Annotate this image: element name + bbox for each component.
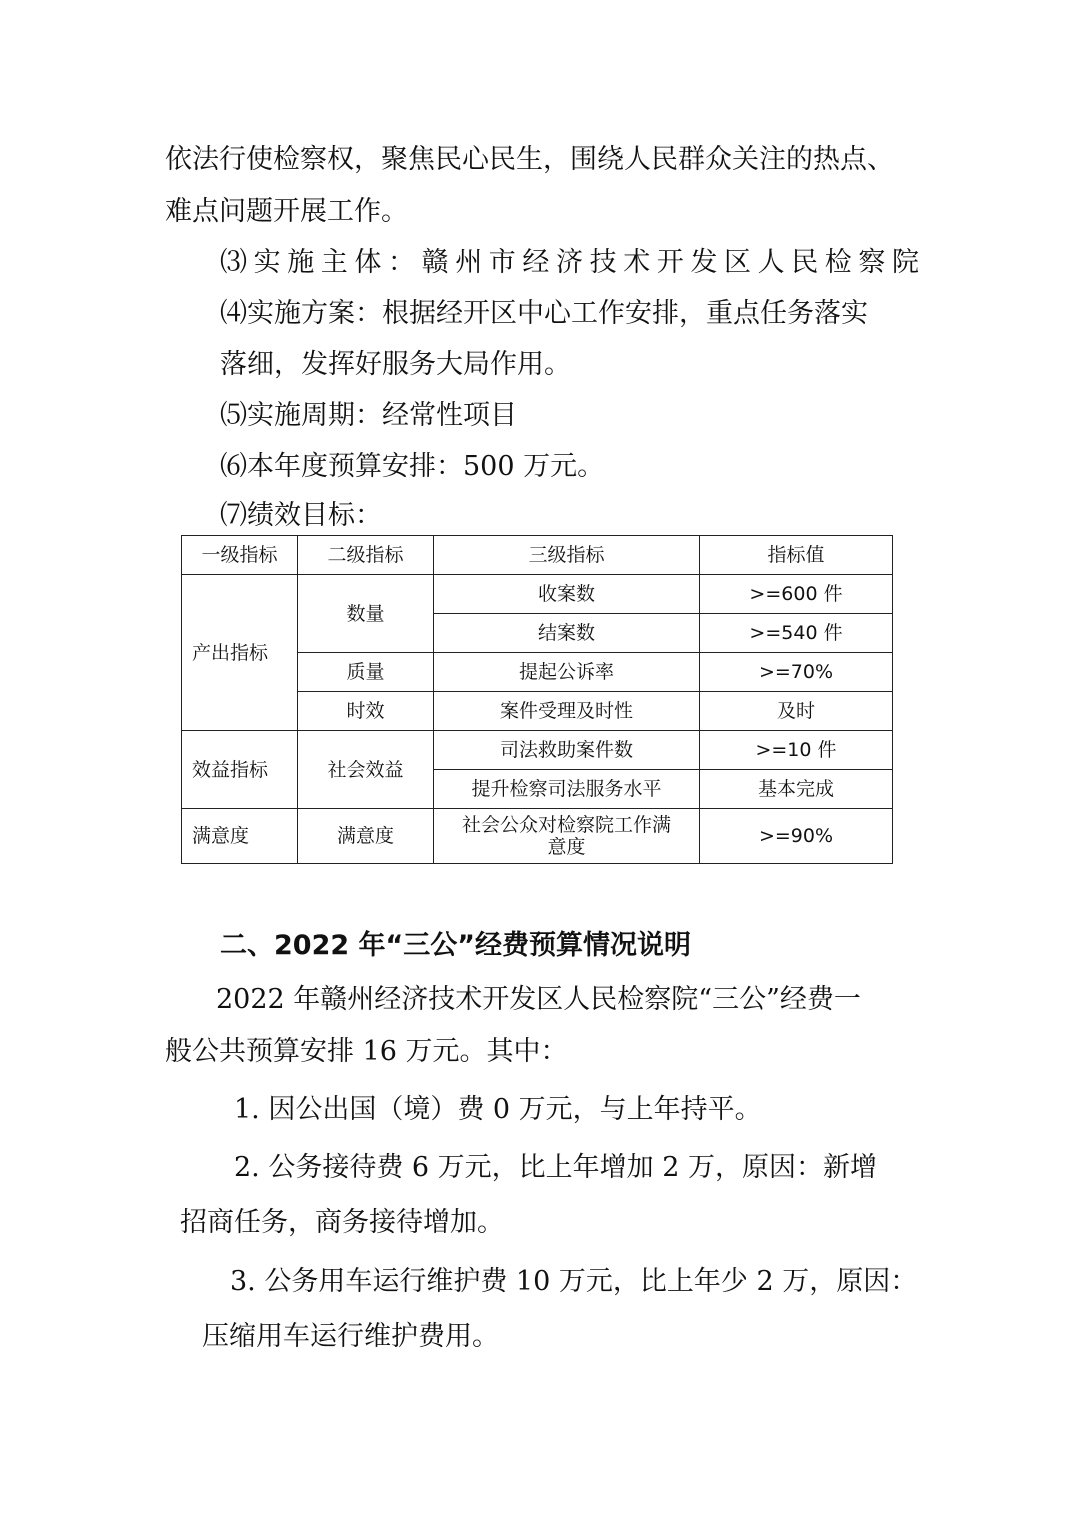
value-cell: >=10 件 bbox=[700, 731, 893, 770]
level3-cell: 案件受理及时性 bbox=[434, 692, 700, 731]
level2-cell: 质量 bbox=[298, 653, 434, 692]
paragraph-line: 2022 年赣州经济技术开发区人民检察院“三公”经费一 bbox=[216, 984, 861, 1015]
list-item-2-cont: 招商任务，商务接待增加。 bbox=[180, 1207, 504, 1238]
level1-cell: 效益指标 bbox=[182, 731, 298, 809]
level2-cell: 时效 bbox=[298, 692, 434, 731]
table-row bbox=[182, 575, 893, 614]
level3-cell: 提升检察司法服务水平 bbox=[434, 770, 700, 809]
level3-text-line: 社会公众对检察院工作满 bbox=[461, 814, 671, 836]
item-6-budget: ⑹本年度预算安排：500 万元。 bbox=[220, 451, 605, 482]
item-4-plan: ⑷实施方案：根据经开区中心工作安排，重点任务落实 bbox=[220, 298, 868, 329]
list-item-1: 1. 因公出国（境）费 0 万元，与上年持平。 bbox=[234, 1094, 762, 1125]
list-item-3-cont: 压缩用车运行维护费用。 bbox=[202, 1321, 499, 1352]
level3-cell: 结案数 bbox=[434, 614, 700, 653]
value-cell: 及时 bbox=[700, 692, 893, 731]
value-cell: >=600 件 bbox=[700, 575, 893, 614]
table-row bbox=[182, 809, 893, 864]
level3-cell bbox=[434, 809, 700, 864]
value-cell: >=70% bbox=[700, 653, 893, 692]
paragraph-line: 依法行使检察权，聚焦民心民生，围绕人民群众关注的热点、 bbox=[165, 144, 894, 175]
level3-cell: 司法救助案件数 bbox=[434, 731, 700, 770]
header-cell: 二级指标 bbox=[298, 536, 434, 575]
section-heading: 二、2022 年“三公”经费预算情况说明 bbox=[220, 930, 692, 961]
paragraph-line: 难点问题开展工作。 bbox=[165, 196, 408, 227]
performance-metrics-table bbox=[181, 535, 893, 864]
level2-cell: 数量 bbox=[298, 575, 434, 653]
level2-cell: 社会效益 bbox=[298, 731, 434, 809]
level3-cell: 提起公诉率 bbox=[434, 653, 700, 692]
header-cell: 指标值 bbox=[700, 536, 893, 575]
table-header-row bbox=[182, 536, 893, 575]
value-cell: >=90% bbox=[700, 809, 893, 864]
list-item-2: 2. 公务接待费 6 万元，比上年增加 2 万，原因：新增 bbox=[234, 1152, 878, 1183]
value-cell: >=540 件 bbox=[700, 614, 893, 653]
value-cell: 基本完成 bbox=[700, 770, 893, 809]
level3-text-line: 意度 bbox=[547, 836, 586, 858]
header-cell: 一级指标 bbox=[182, 536, 298, 575]
header-cell: 三级指标 bbox=[434, 536, 700, 575]
item-7-goals: ⑺绩效目标： bbox=[220, 500, 382, 531]
level2-cell: 满意度 bbox=[298, 809, 434, 864]
item-3-implementer: ⑶实施主体：赣州市经济技术开发区人民检察院 bbox=[220, 247, 926, 278]
level1-cell: 产出指标 bbox=[182, 575, 298, 731]
list-item-3: 3. 公务用车运行维护费 10 万元，比上年少 2 万，原因： bbox=[230, 1266, 918, 1297]
table-row bbox=[182, 731, 893, 770]
level1-cell: 满意度 bbox=[182, 809, 298, 864]
level3-cell: 收案数 bbox=[434, 575, 700, 614]
item-4-plan-cont: 落细，发挥好服务大局作用。 bbox=[220, 349, 571, 380]
paragraph-line: 般公共预算安排 16 万元。其中： bbox=[165, 1036, 568, 1067]
item-5-period: ⑸实施周期：经常性项目 bbox=[220, 400, 517, 431]
